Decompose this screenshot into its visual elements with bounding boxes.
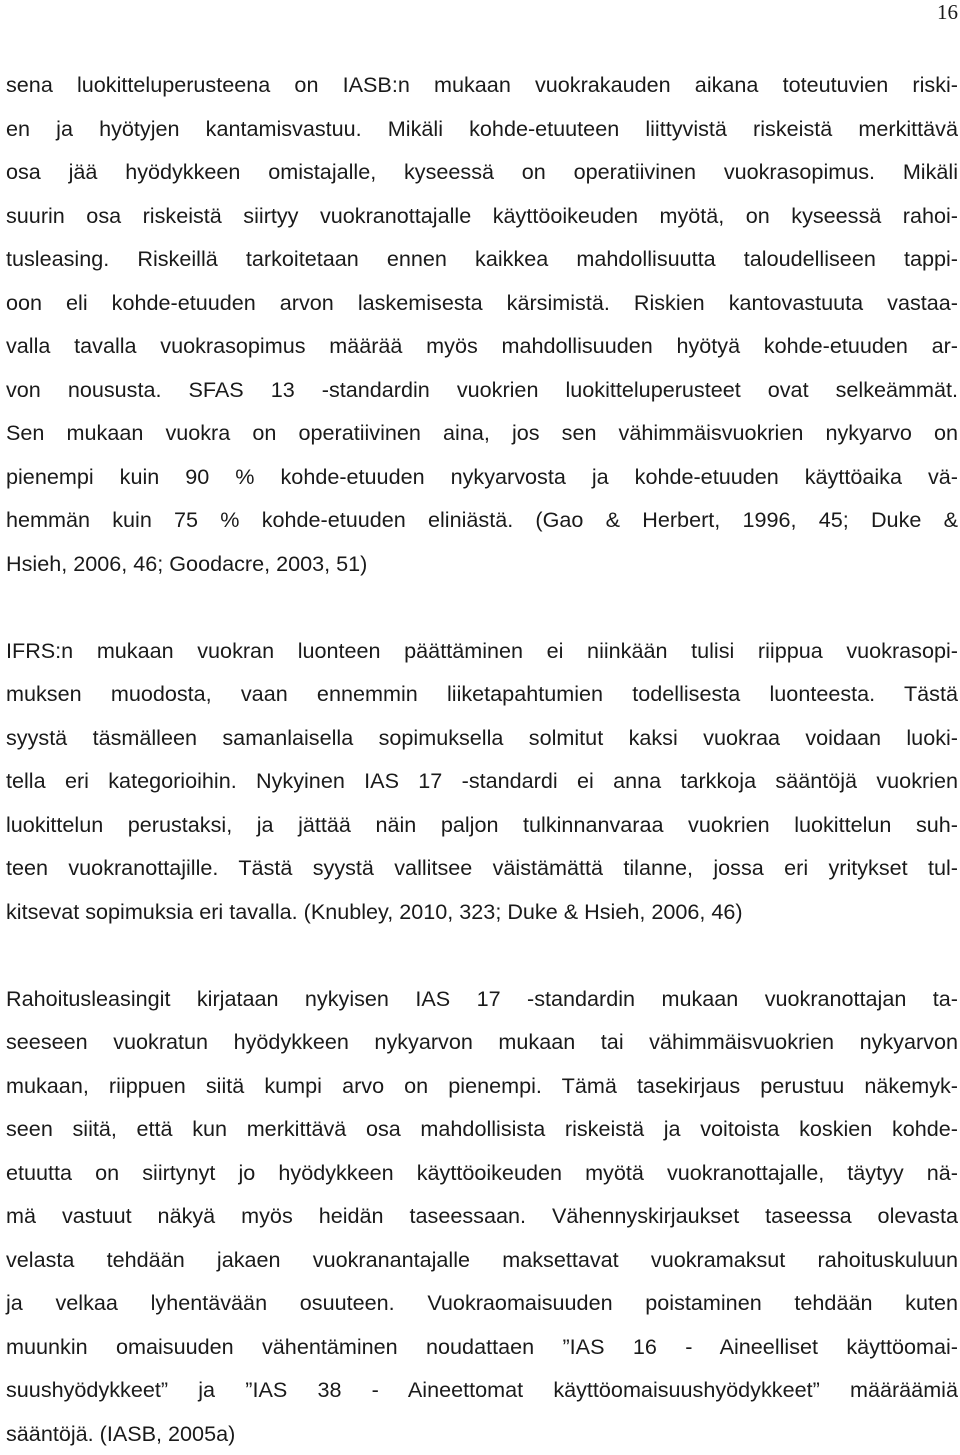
text-line: von noususta. SFAS 13 -standardin vuokrien luokitteluperusteet ovat selkeämmät. (6, 368, 958, 412)
text-line: syystä täsmälleen samanlaisella sopimuksella solmitut kaksi vuokraa voidaan luoki- (6, 716, 958, 760)
text-line: velasta tehdään jakaen vuokranantajalle maksettavat vuokramaksut rahoituskuluun (6, 1238, 958, 1282)
text-line: tusleasing. Riskeillä tarkoitetaan ennen kaikkea mahdollisuutta taloudelliseen tappi- (6, 237, 958, 281)
text-line: IFRS:n mukaan vuokran luonteen päättäminen ei niinkään tulisi riippua vuokrasopi- (6, 629, 958, 673)
paragraph-spacer (6, 585, 958, 629)
text-line: muunkin omaisuuden vähentäminen noudattaen ”IAS 16 - Aineelliset käyttöomai- (6, 1325, 958, 1369)
text-line: muksen muodosta, vaan ennemmin liiketapahtumien todellisesta luonteesta. Tästä (6, 672, 958, 716)
text-line: kitsevat sopimuksia eri tavalla. (Knubley, 2010, 323; Duke & Hsieh, 2006, 46) (6, 890, 958, 934)
text-line: Hsieh, 2006, 46; Goodacre, 2003, 51) (6, 542, 958, 586)
paragraph-ifrs-lease-nature (6, 629, 958, 934)
page-number: 16 (937, 0, 958, 24)
text-line: pienempi kuin 90 % kohde-etuuden nykyarvosta ja kohde-etuuden käyttöaika vä- (6, 455, 958, 499)
text-line: osa jää hyödykkeen omistajalle, kyseessä on operatiivinen vuokrasopimus. Mikäli (6, 150, 958, 194)
text-line: ja velkaa lyhentävään osuuteen. Vuokraomaisuuden poistaminen tehdään kuten (6, 1281, 958, 1325)
paragraph-spacer (6, 933, 958, 977)
text-line: tella eri kategorioihin. Nykyinen IAS 17 -standardi ei anna tarkkoja sääntöjä vuokrien (6, 759, 958, 803)
text-line: Sen mukaan vuokra on operatiivinen aina, jos sen vähimmäisvuokrien nykyarvo on (6, 411, 958, 455)
paragraph-lease-classification-risks (6, 63, 958, 585)
text-line: seen siitä, että kun merkittävä osa mahdollisista riskeistä ja voitoista koskien kohde- (6, 1107, 958, 1151)
text-line: sääntöjä. (IASB, 2005a) (6, 1412, 958, 1455)
text-line: mukaan, riippuen siitä kumpi arvo on pienempi. Tämä tasekirjaus perustuu näkemyk- (6, 1064, 958, 1108)
text-line: Rahoitusleasingit kirjataan nykyisen IAS 17 -standardin mukaan vuokranottajan ta- (6, 977, 958, 1021)
text-line: etuutta on siirtynyt jo hyödykkeen käyttöoikeuden myötä vuokranottajalle, täytyy nä- (6, 1151, 958, 1195)
document-body (6, 63, 958, 1455)
text-line: sena luokitteluperusteena on IASB:n mukaan vuokrakauden aikana toteutuvien riski- (6, 63, 958, 107)
paragraph-finance-lease-recognition (6, 977, 958, 1455)
text-line: valla tavalla vuokrasopimus määrää myös mahdollisuuden hyötyä kohde-etuuden ar- (6, 324, 958, 368)
text-line: luokittelun perustaksi, ja jättää näin paljon tulkinnanvaraa vuokrien luokittelun suh- (6, 803, 958, 847)
text-line: en ja hyötyjen kantamisvastuu. Mikäli kohde-etuuteen liittyvistä riskeistä merkittävä (6, 107, 958, 151)
text-line: seeseen vuokratun hyödykkeen nykyarvon mukaan tai vähimmäisvuokrien nykyarvon (6, 1020, 958, 1064)
text-line: oon eli kohde-etuuden arvon laskemisesta kärsimistä. Riskien kantovastuuta vastaa- (6, 281, 958, 325)
text-line: suushyödykkeet” ja ”IAS 38 - Aineettomat käyttöomaisuushyödykkeet” määräämiä (6, 1368, 958, 1412)
text-line: suurin osa riskeistä siirtyy vuokranottajalle käyttöoikeuden myötä, on kyseessä rahoi- (6, 194, 958, 238)
text-line: teen vuokranottajille. Tästä syystä vallitsee väistämättä tilanne, jossa eri yritykset tul- (6, 846, 958, 890)
text-line: hemmän kuin 75 % kohde-etuuden eliniästä. (Gao & Herbert, 1996, 45; Duke & (6, 498, 958, 542)
text-line: mä vastuut näkyä myös heidän taseessaan. Vähennyskirjaukset taseessa olevasta (6, 1194, 958, 1238)
